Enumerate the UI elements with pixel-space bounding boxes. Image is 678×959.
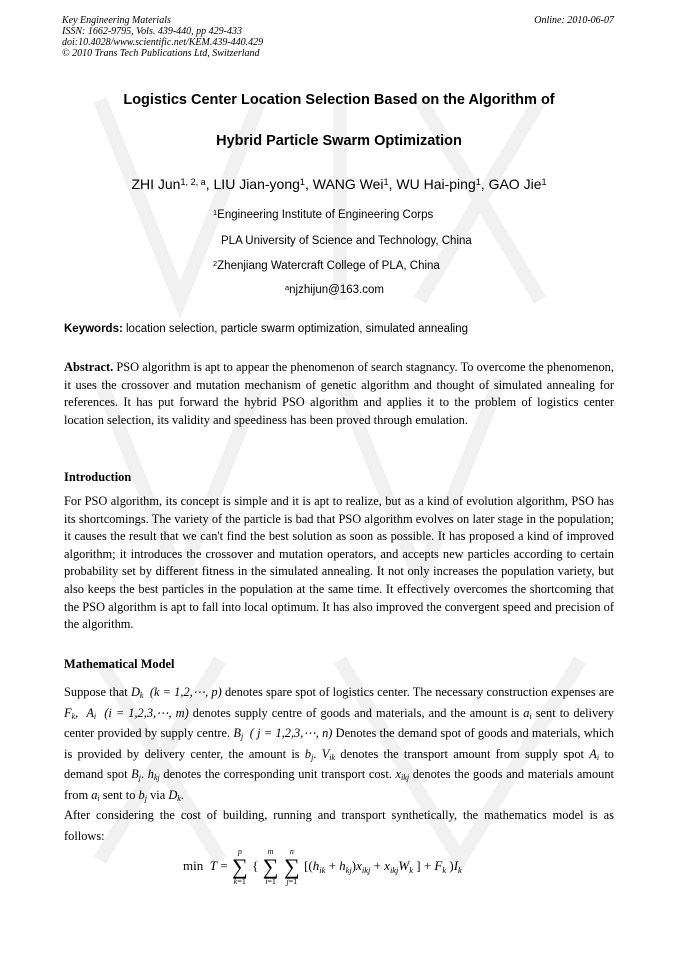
keywords-text: location selection, particle swarm optimization, simulated annealing: [126, 323, 468, 335]
objective-equation: min T = p ∑ k=1 { m ∑ i=1 n ∑ j=1 [$(h_{ik} + h_{kj})x_{ikj} + x_{ikj}W_k$ ] + $F_k$ )$I_k$: [183, 847, 462, 886]
model-text-part: sent to: [99, 787, 139, 802]
math-xikj: $x_{ikj}$: [395, 767, 410, 783]
email-sup: a: [285, 282, 290, 292]
introduction-heading: Introduction: [64, 470, 132, 484]
math-dk: $D_k$ (k = 1,2,⋯, p): [130, 685, 222, 701]
math-fk: $F_k$: [64, 705, 76, 721]
model-text-part: denotes the corresponding unit transport cost.: [159, 767, 396, 781]
author-sup: 1, 2, a: [180, 176, 206, 187]
math-ai-from: $a_i$: [91, 787, 100, 803]
author-name: LIU Jian-yong: [213, 176, 300, 192]
author-email: [285, 284, 384, 296]
abstract: [64, 359, 614, 429]
affiliation-sup: 1: [213, 207, 218, 217]
author-name: WANG Wei: [312, 176, 384, 192]
author-sup: 1: [475, 176, 481, 187]
author-name: ZHI Jun: [131, 176, 181, 192]
math-ai-spot: $A_i$: [589, 746, 600, 762]
model-text-part: denotes spare spot of logistics center. The necessary construction expenses are: [221, 685, 614, 699]
math-bj-to: $b_j$: [138, 787, 147, 803]
model-heading: Mathematical Model: [64, 657, 175, 671]
journal-copyright: © 2010 Trans Tech Publications Ltd, Switzerland: [62, 48, 260, 59]
email-text: njzhijun@163.com: [289, 284, 384, 296]
abstract-text: PSO algorithm is apt to appear the phenomenon of search stagnancy. To overcome the phenomenon, it uses the crossover and mutation mechanism of genetic algorithm and thought of simulated annealing for references. It has put forward the hybrid PSO algorithm and applies it to the problem of logistics center location selection, its validity and speediness has been proved through emulation.: [64, 360, 614, 427]
model-text-part: via: [146, 787, 169, 802]
math-dk-via: $D_k$: [168, 787, 181, 803]
author-list: ZHI Jun$^{1, 2, a}$, LIU Jian-yong$^1$, WANG Wei$^1$, WU Hai-ping$^1$, GAO Jie$^1$: [131, 176, 547, 192]
sum-i: m ∑ i=1: [262, 847, 279, 886]
affiliation-text: Zhenjiang Watercraft College of PLA, China: [217, 260, 440, 272]
math-ai: $A_i$ (i = 1,2,3,⋯, m): [86, 705, 189, 721]
math-ai-amount: $a_i$: [523, 705, 532, 721]
paper-title-line2: Hybrid Particle Swarm Optimization: [216, 133, 462, 149]
journal-name: Key Engineering Materials: [62, 15, 171, 26]
keywords: [64, 323, 468, 335]
journal-info: [62, 15, 263, 59]
model-text-part: Suppose that: [64, 685, 131, 699]
affiliation-1: [213, 209, 433, 221]
keywords-label: Keywords:: [64, 323, 123, 335]
author-name: WU Hai-ping: [396, 176, 476, 192]
affiliation-2: [213, 260, 440, 272]
model-text-part: Denotes the demand spot of goods and materials, which is provided by delivery center, the amount is: [64, 726, 614, 761]
model-text-part: sent to delivery center provided by supply centre.: [64, 705, 614, 740]
math-hkj: $h_{kj}$: [147, 767, 160, 783]
model-text-part: to demand spot: [64, 746, 614, 781]
math-bj: $B_j$ ( j = 1,2,3,⋯, n): [233, 726, 333, 742]
author-sup: 1: [383, 176, 389, 187]
affiliation-1-line2: PLA University of Science and Technology, China: [221, 235, 472, 247]
model-text: Suppose that $D_k$ (k = 1,2,⋯, p) denotes spare spot of logistics center. The necessary construction expenses are $F_k$, $A_i$ (i = 1,2,3,⋯, m) denotes supply centre of goods and materials, and the amount is $a_i$ sent to delivery center provided by supply centre. $B_j$ ( j = 1,2,3,⋯, n) Denotes the demand spot of goods and materials, which is provided by delivery center, the amount is $b_j$. $V_{ik}$ denotes the transport amount from supply spot $A_i$ to demand spot $B_j$. $h_{kj}$ denotes the corresponding unit transport cost. $x_{ikj}$ denotes the goods and materials amount from $a_i$ sent to $b_j$ via $D_k$. After considering the cost of building, running and transport synthetically, the mathematics model is as follows:: [64, 685, 614, 843]
online-date: Online: 2010-06-07: [534, 15, 614, 26]
model-closing-text: After considering the cost of building, running and transport synthetically, the mathematics model is as follows:: [64, 808, 614, 843]
model-text-part: denotes supply centre of goods and materials, and the amount is: [188, 705, 524, 720]
author-sup: 1: [541, 176, 547, 187]
introduction-text: For PSO algorithm, its concept is simple and it is apt to realize, but as a kind of evolution algorithm, PSO has its shortcomings. The variety of the particle is bad that PSO algorithm evolves on later stage in the population; it causes the result that we can't find the best solution as soon as possible. It has proposed a kind of improved algorithm; it introduces the crossover and mutation operators, and accepts new particles according to certain probability set by different fitness in the simulated annealing. It not only increases the population variety, but also keeps the best particles in the population at the same time. It effectively overcomes the shortcoming that the PSO algorithm is apt to fall into local optimum. It has also improved the convergent speed and precision of the algorithm.: [64, 494, 614, 632]
affiliation-text: Engineering Institute of Engineering Corps: [217, 209, 434, 221]
journal-doi: doi:10.4028/www.scientific.net/KEM.439-440.429: [62, 37, 264, 48]
sum-k: p ∑ k=1: [231, 847, 248, 886]
model-text-part: denotes the goods and materials amount from: [64, 767, 614, 802]
abstract-label: Abstract.: [64, 360, 114, 374]
model-text-part: denotes the transport amount from supply spot: [335, 746, 590, 761]
author-sup: 1: [299, 176, 305, 187]
math-bj-amount: $b_j$: [304, 746, 314, 762]
math-vik: $V_{ik}$: [321, 746, 336, 762]
journal-issn: ISSN: 1662-9795, Vols. 439-440, pp 429-433: [62, 26, 242, 37]
sum-j: n ∑ j=1: [283, 847, 300, 886]
affiliation-sup: 2: [213, 258, 218, 268]
author-name: GAO Jie: [488, 176, 542, 192]
math-bj-spot: $B_j$: [131, 767, 141, 783]
paper-title-line1: Logistics Center Location Selection Based on the Algorithm of: [123, 92, 555, 108]
